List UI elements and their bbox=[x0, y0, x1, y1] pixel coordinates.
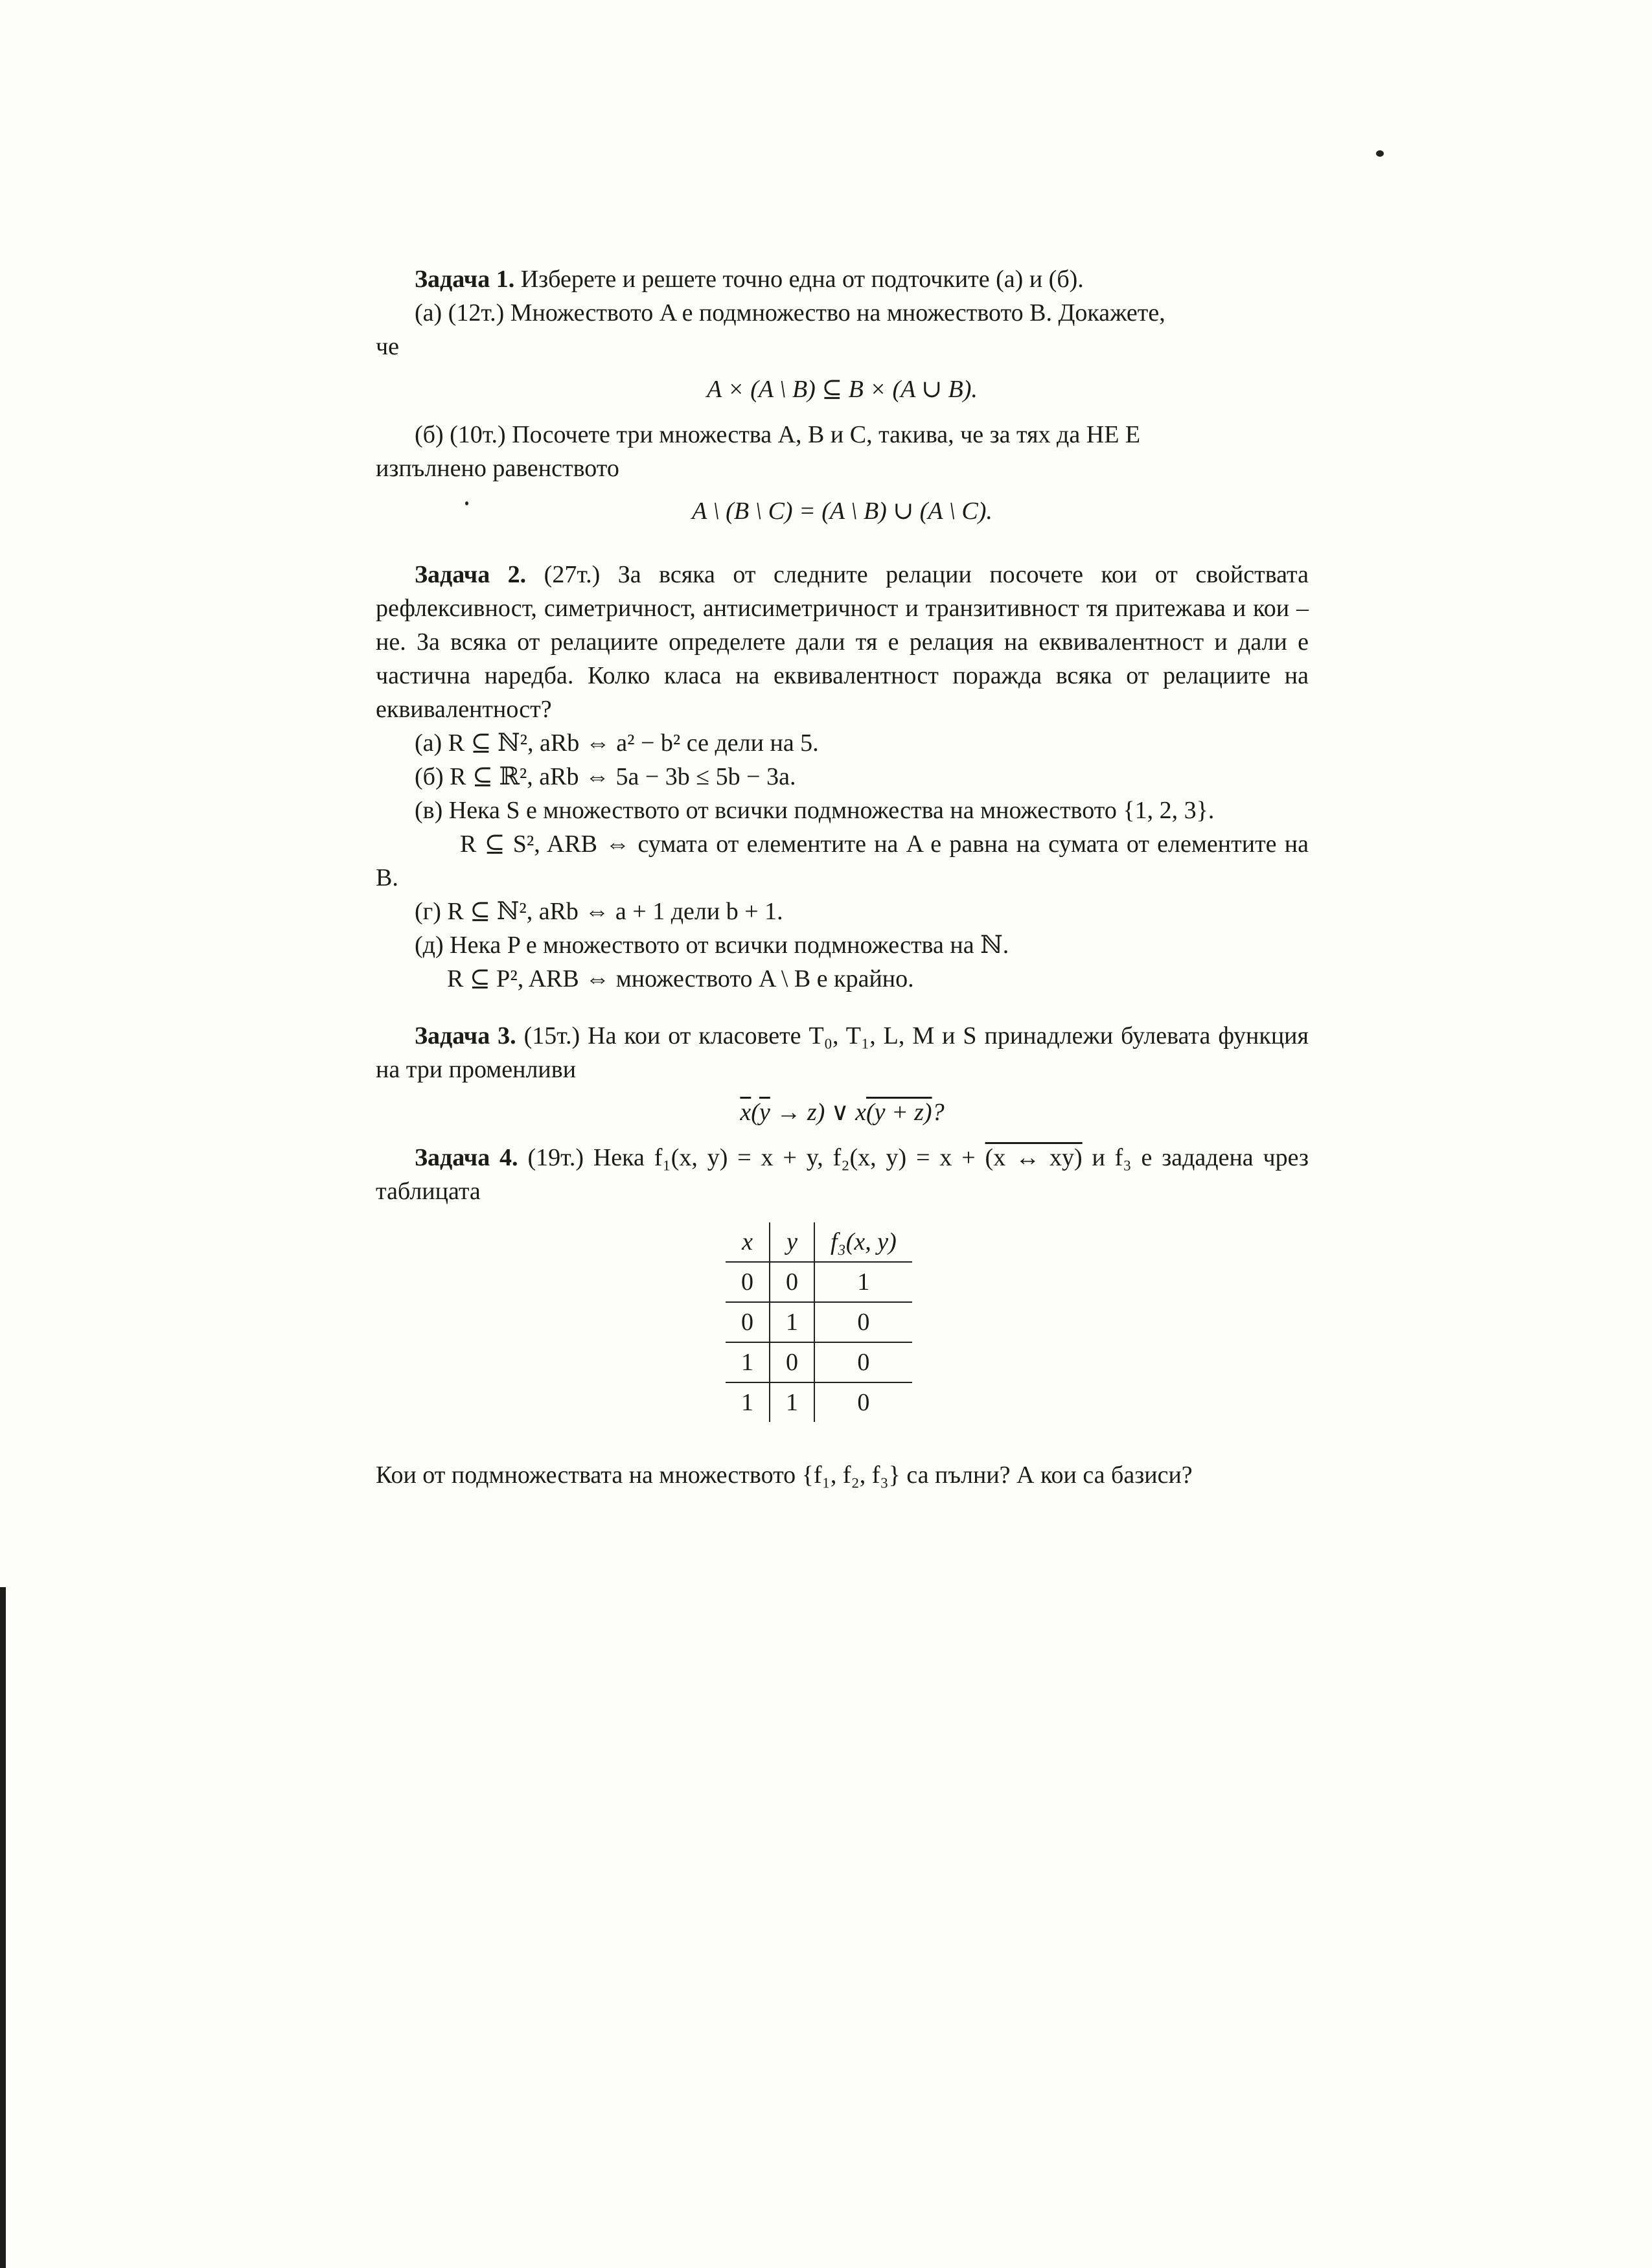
task-1-part-a-cont: че bbox=[376, 333, 399, 360]
header-y: y bbox=[770, 1222, 814, 1262]
table-row bbox=[726, 1342, 912, 1382]
task-1-intro: Задача 1. Изберете и решете точно една от подточките (а) и (б). bbox=[415, 266, 1084, 293]
task-1-title: Задача 1. bbox=[415, 266, 515, 293]
table-cell: 1 bbox=[770, 1302, 814, 1342]
table-cell: 1 bbox=[814, 1262, 912, 1302]
table-cell: 0 bbox=[726, 1302, 770, 1342]
task-3-title: Задача 3. bbox=[415, 1022, 516, 1049]
task-2-item-e: (д) Нека P е множеството от всички подмножества на ℕ. bbox=[415, 932, 1009, 959]
task-2-item-c: (в) Нека S е множеството от всички подмножества на множеството {1, 2, 3}. bbox=[415, 797, 1215, 824]
header-x: x bbox=[726, 1222, 770, 1262]
table-cell: 0 bbox=[814, 1342, 912, 1382]
truth-table-header bbox=[726, 1222, 912, 1262]
table-cell: 0 bbox=[814, 1382, 912, 1422]
task-2-item-b: (б) R ⊆ ℝ², aRb ⇔ 5a − 3b ≤ 5b − 3a. bbox=[415, 763, 796, 790]
task-4-title: Задача 4. bbox=[415, 1144, 518, 1171]
table-row bbox=[726, 1382, 912, 1422]
table-cell: 1 bbox=[726, 1342, 770, 1382]
task-2-intro: Задача 2. (27т.) За всяка от следните релации посочете кои от свойствата рефлексивност, симетричност, антисиметричност и транзитивност тя притежава и кои – не. За всяка от релациите определете дали тя е релация на еквивалентност и дали е частична наредба. Колко класа на еквивалентност поражда всяка от релациите на еквивалентност? bbox=[376, 561, 1309, 723]
table-cell: 0 bbox=[726, 1262, 770, 1302]
task-4-question: Кои от подмножествата на множеството {f₁, f₂, f₃} са пълни? А кои са базиси? bbox=[376, 1461, 1193, 1489]
task-2 bbox=[376, 558, 1309, 996]
task-2-item-e-relation: R ⊆ P², ARB ⇔ множеството A \ B е крайно. bbox=[447, 965, 914, 992]
table-cell: 0 bbox=[770, 1342, 814, 1382]
task-4-text: Задача 4. (19т.) Нека f₁(x, y) = x + y, f₂(x, y) = x + (x ↔ xy) и f₃ е зададена чрез таблицата bbox=[376, 1144, 1309, 1205]
task-1-part-a: (а) (12т.) Множеството A е подмножество на множеството B. Докажете, bbox=[415, 299, 1165, 326]
exam-page bbox=[376, 262, 1309, 1492]
task-2-item-a: (а) R ⊆ ℕ², aRb ⇔ a² − b² се дели на 5. bbox=[415, 729, 819, 757]
scan-edge-mark bbox=[0, 1587, 6, 2268]
task-1-formula-a: A × (A \ B) ⊆ B × (A ∪ B). bbox=[707, 376, 978, 403]
table-cell: 1 bbox=[741, 1389, 753, 1416]
table-row bbox=[726, 1262, 912, 1302]
table-cell: 0 bbox=[770, 1262, 814, 1302]
task-1-formula-b: A \ (B \ C) = (A \ B) ∪ (A \ C). bbox=[692, 498, 992, 525]
task-3 bbox=[376, 1019, 1309, 1129]
task-2-item-c-relation: R ⊆ S², ARB ⇔ сумата от елементите на A е равна на сумата от елементите на B. bbox=[376, 830, 1309, 891]
task-2-item-d: (г) R ⊆ ℕ², aRb ⇔ a + 1 дели b + 1. bbox=[415, 898, 783, 925]
table-row bbox=[726, 1302, 912, 1342]
task-1-part-b: (б) (10т.) Посочете три множества A, B и C, такива, че за тях да НЕ Е bbox=[415, 421, 1141, 448]
task-3-text: Задача 3. (15т.) На кои от класовете T₀, T₁, L, M и S принадлежи булевата функция на три променливи bbox=[376, 1022, 1309, 1083]
truth-table bbox=[726, 1222, 912, 1422]
task-1 bbox=[376, 262, 1309, 528]
table-cell: 1 bbox=[770, 1382, 814, 1422]
task-3-formula: $\overline{x}(\overline{y} \to z)$ ∨ x(y + z)? bbox=[740, 1099, 945, 1126]
header-f3: f₃(x, y) bbox=[814, 1222, 912, 1262]
task-1-part-b-cont: изпълнено равенството bbox=[376, 455, 619, 482]
task-2-title: Задача 2. bbox=[415, 561, 527, 588]
scan-speck bbox=[1376, 150, 1384, 157]
task-4 bbox=[376, 1141, 1309, 1492]
table-cell: 0 bbox=[814, 1302, 912, 1342]
